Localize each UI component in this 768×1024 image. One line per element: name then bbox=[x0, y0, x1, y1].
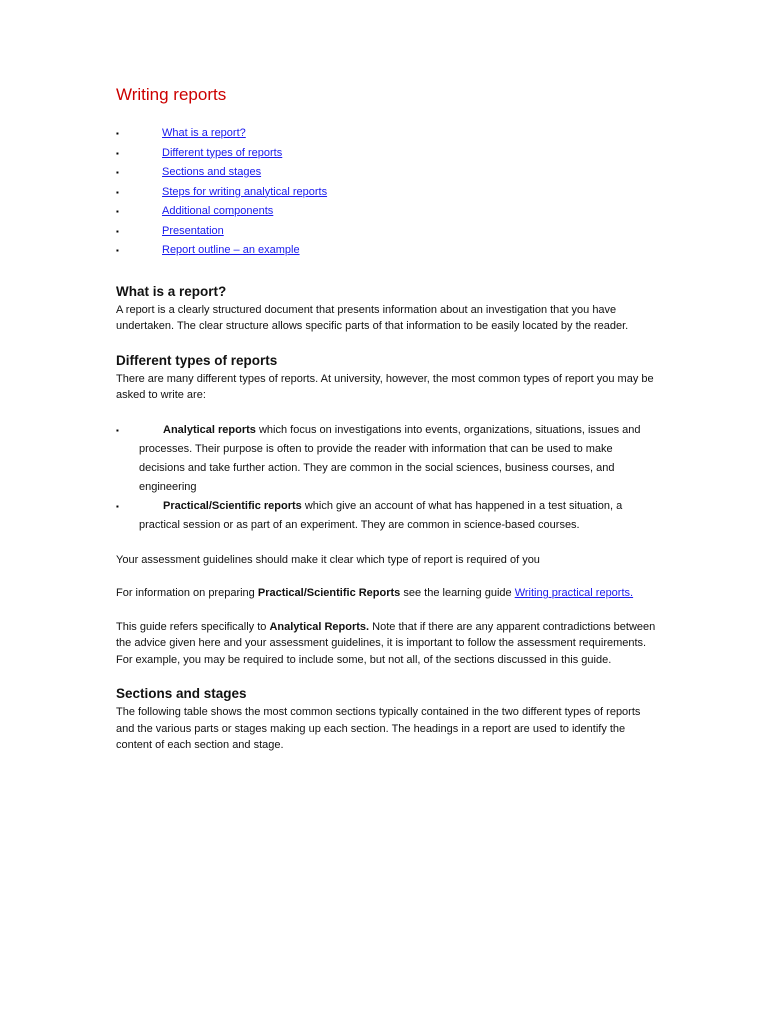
text-fragment: Note that if there are any apparent contradictions between the advice given here and your assessment guidelines, it is important to follow the assessment requirements. For example, you may be required to include some, but not all, of the sections discussed in this guide. bbox=[116, 620, 656, 666]
link-writing-practical-reports[interactable]: Writing practical reports. bbox=[514, 587, 634, 599]
text-fragment: This guide refers specifically to bbox=[116, 620, 270, 633]
document-title: Writing reports bbox=[116, 85, 227, 104]
bold-fragment: Analytical Reports. bbox=[269, 620, 370, 633]
bold-fragment: Practical/Scientific Reports bbox=[257, 587, 401, 599]
square-bullet-icon: ▪ bbox=[116, 148, 119, 158]
toc-link-additional-components[interactable]: Additional components bbox=[162, 205, 274, 217]
square-bullet-icon: ▪ bbox=[116, 246, 119, 255]
toc-item bbox=[116, 163, 656, 183]
heading-what-is-a-report: What is a report? bbox=[116, 283, 227, 299]
text-fragment: For information on preparing bbox=[116, 587, 258, 599]
paragraph-sections-and-stages: The following table shows the most common sections typically contained in the two different types of reports and the various parts or stages making up each section. The headings in a report are used to identify the content of each section and stage. bbox=[116, 706, 641, 751]
paragraph-what-is-a-report: A report is a clearly structured document that presents information about an investigation that you have undertaken. The clear structure allows specific parts of that information to be easily located by the reader. bbox=[116, 303, 629, 332]
heading-sections-and-stages: Sections and stages bbox=[116, 686, 247, 701]
square-bullet-icon: ▪ bbox=[116, 226, 119, 236]
toc-item bbox=[116, 202, 656, 222]
toc-link-report-outline[interactable]: Report outline – an example bbox=[162, 244, 300, 256]
heading-different-types: Different types of reports bbox=[116, 352, 278, 368]
text-fragment: see the learning guide bbox=[400, 587, 515, 599]
paragraph-guidelines: Your assessment guidelines should make it clear which type of report is required of you bbox=[116, 553, 540, 566]
report-types-list bbox=[116, 421, 656, 535]
square-bullet-icon: ▪ bbox=[116, 501, 119, 511]
toc-item bbox=[116, 241, 656, 261]
report-type-description: which give an account of what has happened in a test situation, a practical session or as part of an experiment. They are common in science-based courses. bbox=[139, 499, 623, 531]
report-type-description: which focus on investigations into events, organizations, situations, issues and processes. Their purpose is often to provide the reader with information that can be used to make decisions and take further action. They are common in the social sciences, business courses, and engineering bbox=[139, 423, 641, 493]
document-page bbox=[116, 84, 656, 771]
toc-link-presentation[interactable]: Presentation bbox=[162, 224, 224, 237]
table-of-contents bbox=[116, 124, 656, 261]
list-item bbox=[116, 421, 656, 497]
toc-link-steps[interactable]: Steps for writing analytical reports bbox=[162, 185, 328, 198]
square-bullet-icon: ▪ bbox=[116, 207, 119, 216]
toc-link-sections-and-stages[interactable]: Sections and stages bbox=[162, 166, 262, 178]
paragraph-info bbox=[116, 585, 656, 602]
toc-link-different-types[interactable]: Different types of reports bbox=[162, 146, 283, 159]
list-item bbox=[116, 497, 656, 535]
report-type-name: Practical/Scientific reports bbox=[163, 499, 302, 512]
toc-item bbox=[116, 144, 656, 164]
toc-item bbox=[116, 124, 656, 144]
toc-item bbox=[116, 183, 656, 203]
square-bullet-icon: ▪ bbox=[116, 187, 119, 197]
square-bullet-icon: ▪ bbox=[116, 168, 119, 177]
paragraph-guide-scope bbox=[116, 619, 656, 669]
paragraph-types-intro: There are many different types of reports. At university, however, the most common types of report you may be asked to write are: bbox=[116, 372, 654, 401]
toc-link-what-is-a-report[interactable]: What is a report? bbox=[162, 127, 246, 139]
report-type-name: Analytical reports bbox=[163, 423, 256, 436]
square-bullet-icon: ▪ bbox=[116, 425, 119, 435]
toc-item bbox=[116, 222, 656, 242]
square-bullet-icon: ▪ bbox=[116, 129, 119, 138]
